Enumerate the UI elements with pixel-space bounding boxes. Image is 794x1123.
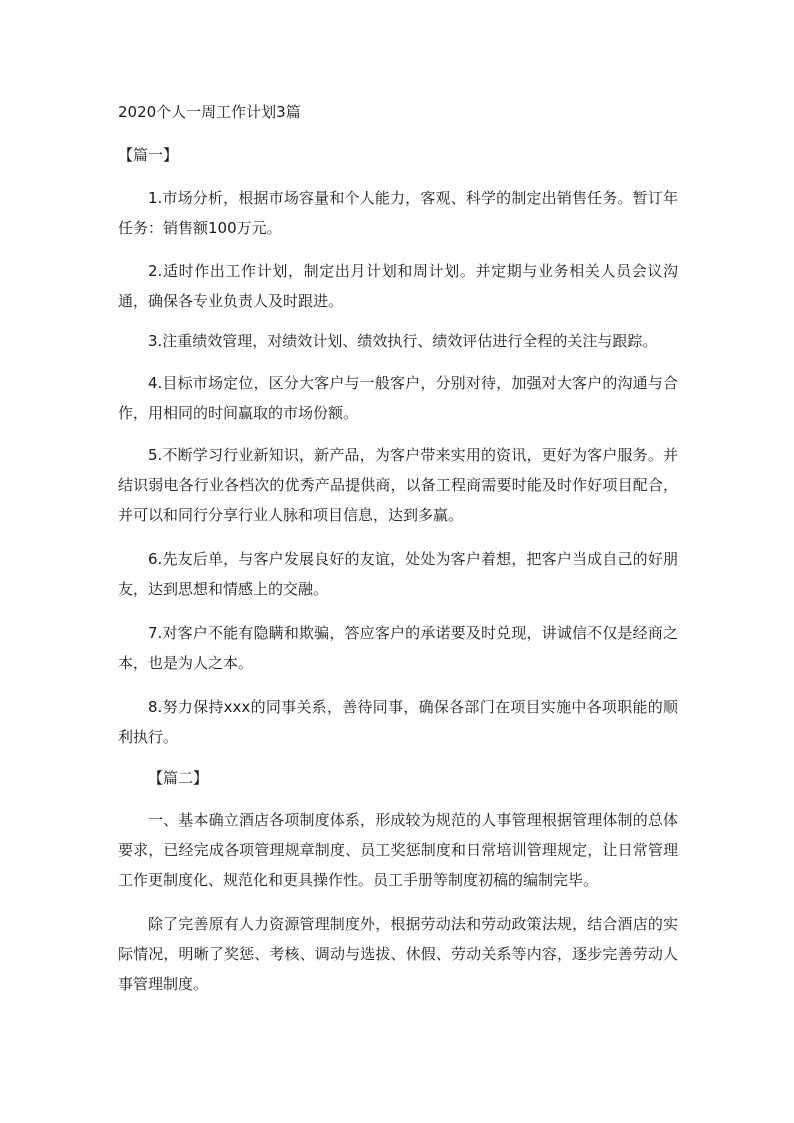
paragraph: 2.适时作出工作计划，制定出月计划和周计划。并定期与业务相关人员会议沟通，确保各专业负责人及时跟进。 [118,262,678,310]
paragraph: 除了完善原有人力资源管理制度外，根据劳动法和劳动政策法规，结合酒店的实际情况，明晰了奖惩、考核、调动与选拔、休假、劳动关系等内容，逐步完善劳动人事管理制度。 [118,915,678,993]
document-title: 2020个人一周工作计划3篇 [118,103,301,121]
section-heading-2: 【篇二】 [148,769,209,787]
paragraph: 4.目标市场定位，区分大客户与一般客户，分别对待，加强对大客户的沟通与合作，用相同的时间赢取的市场份额。 [118,374,678,422]
paragraph: 5.不断学习行业新知识，新产品，为客户带来实用的资讯，更好为客户服务。并结识弱电各行业各档次的优秀产品提供商，以备工程商需要时能及时作好项目配合，并可以和同行分享行业人脉和项目信息，达到多赢。 [118,446,678,524]
paragraph: 6.先友后单，与客户发展良好的友谊，处处为客户着想，把客户当成自己的好朋友，达到思想和情感上的交融。 [118,550,678,598]
section-heading-1: 【篇一】 [118,146,179,164]
paragraph: 7.对客户不能有隐瞒和欺骗，答应客户的承诺要及时兑现，讲诚信不仅是经商之本，也是为人之本。 [118,624,678,672]
paragraph: 1.市场分析，根据市场容量和个人能力，客观、科学的制定出销售任务。暂订年任务：销售额100万元。 [118,189,678,237]
paragraph: 3.注重绩效管理，对绩效计划、绩效执行、绩效评估进行全程的关注与跟踪。 [148,332,658,350]
paragraph: 8.努力保持xxx的同事关系，善待同事，确保各部门在项目实施中各项职能的顺利执行。 [118,698,678,746]
paragraph: 一、基本确立酒店各项制度体系，形成较为规范的人事管理根据管理体制的总体要求，已经完成各项管理规章制度、员工奖惩制度和日常培训管理规定，让日常管理工作更制度化、规范化和更具操作性。员工手册等制度初稿的编制完毕。 [118,811,678,889]
